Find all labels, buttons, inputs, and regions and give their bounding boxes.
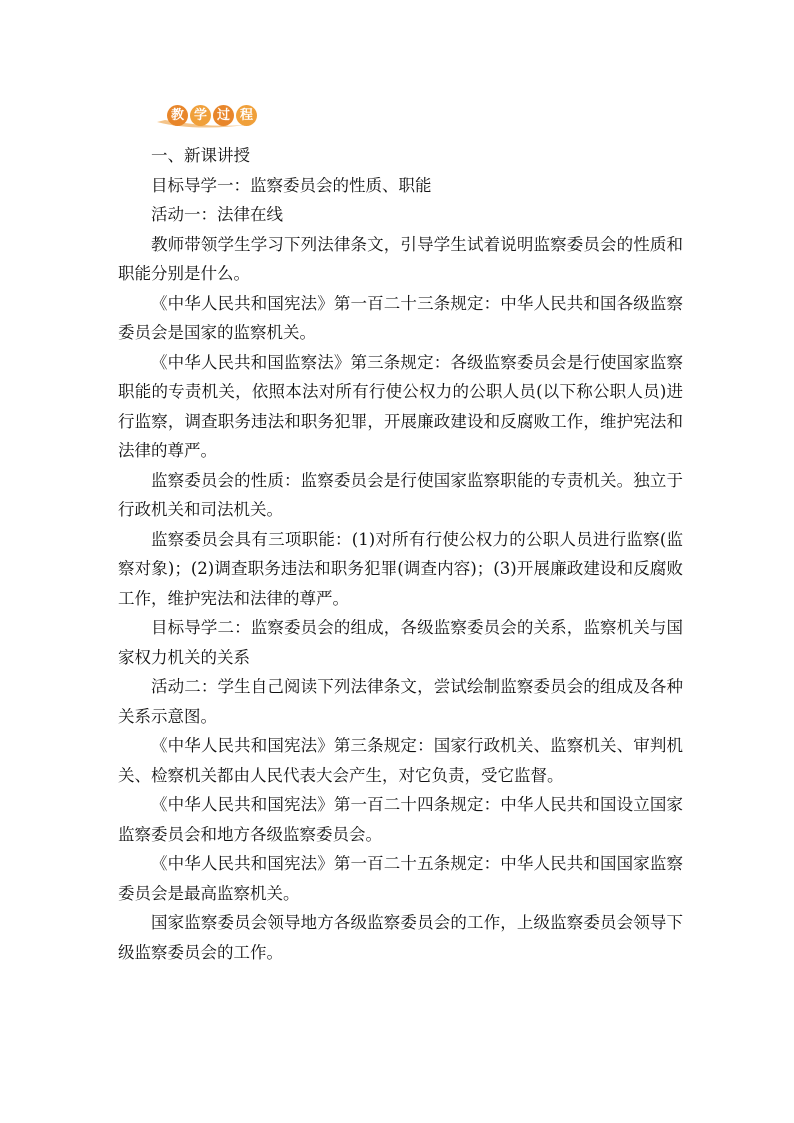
- banner-char: 过: [213, 105, 234, 126]
- banner-char: 程: [236, 105, 257, 126]
- paragraph: 监察委员会具有三项职能：(1)对所有行使公权力的公职人员进行监察(监察对象)；(2)调查职务违法和职务犯罪(调查内容)；(3)开展廉政建设和反腐败工作，维护宪法和法律的尊严。: [118, 529, 683, 608]
- paragraph: 《中华人民共和国监察法》第三条规定：各级监察委员会是行使国家监察职能的专责机关，依照本法对所有行使公权力的公职人员(以下称公职人员)进行监察，调查职务违法和职务犯罪，开展廉政建设和反腐败工作，维护宪法和法律的尊严。: [118, 352, 683, 460]
- section-banner: [155, 102, 265, 132]
- paragraph: 《中华人民共和国宪法》第三条规定：国家行政机关、监察机关、审判机关、检察机关都由人民代表大会产生，对它负责，受它监督。: [118, 736, 683, 785]
- paragraph: 国家监察委员会领导地方各级监察委员会的工作，上级监察委员会领导下级监察委员会的工作。: [118, 913, 683, 962]
- paragraph: 监察委员会的性质：监察委员会是行使国家监察职能的专责机关。独立于行政机关和司法机关。: [118, 470, 683, 519]
- section-heading: 一、新课讲授: [151, 146, 250, 165]
- paragraph: 《中华人民共和国宪法》第一百二十四条规定：中华人民共和国设立国家监察委员会和地方各级监察委员会。: [118, 795, 683, 844]
- document-body: [118, 141, 683, 967]
- activity-heading-2: 活动二：学生自己阅读下列法律条文，尝试绘制监察委员会的组成及各种关系示意图。: [118, 677, 683, 726]
- paragraph: 教师带领学生学习下列法律条文，引导学生试着说明监察委员会的性质和职能分别是什么。: [118, 234, 683, 283]
- paragraph: 《中华人民共和国宪法》第一百二十三条规定：中华人民共和国各级监察委员会是国家的监察机关。: [118, 293, 683, 342]
- goal-heading-1: 目标导学一：监察委员会的性质、职能: [151, 175, 432, 195]
- goal-heading-2: 目标导学二：监察委员会的组成，各级监察委员会的关系，监察机关与国家权力机关的关系: [118, 618, 683, 667]
- banner-char: 教: [167, 105, 188, 126]
- banner-char: 学: [190, 105, 211, 126]
- activity-heading-1: 活动一：法律在线: [151, 205, 283, 224]
- paragraph: 《中华人民共和国宪法》第一百二十五条规定：中华人民共和国国家监察委员会是最高监察机关。: [118, 854, 683, 903]
- banner-title: [167, 105, 257, 126]
